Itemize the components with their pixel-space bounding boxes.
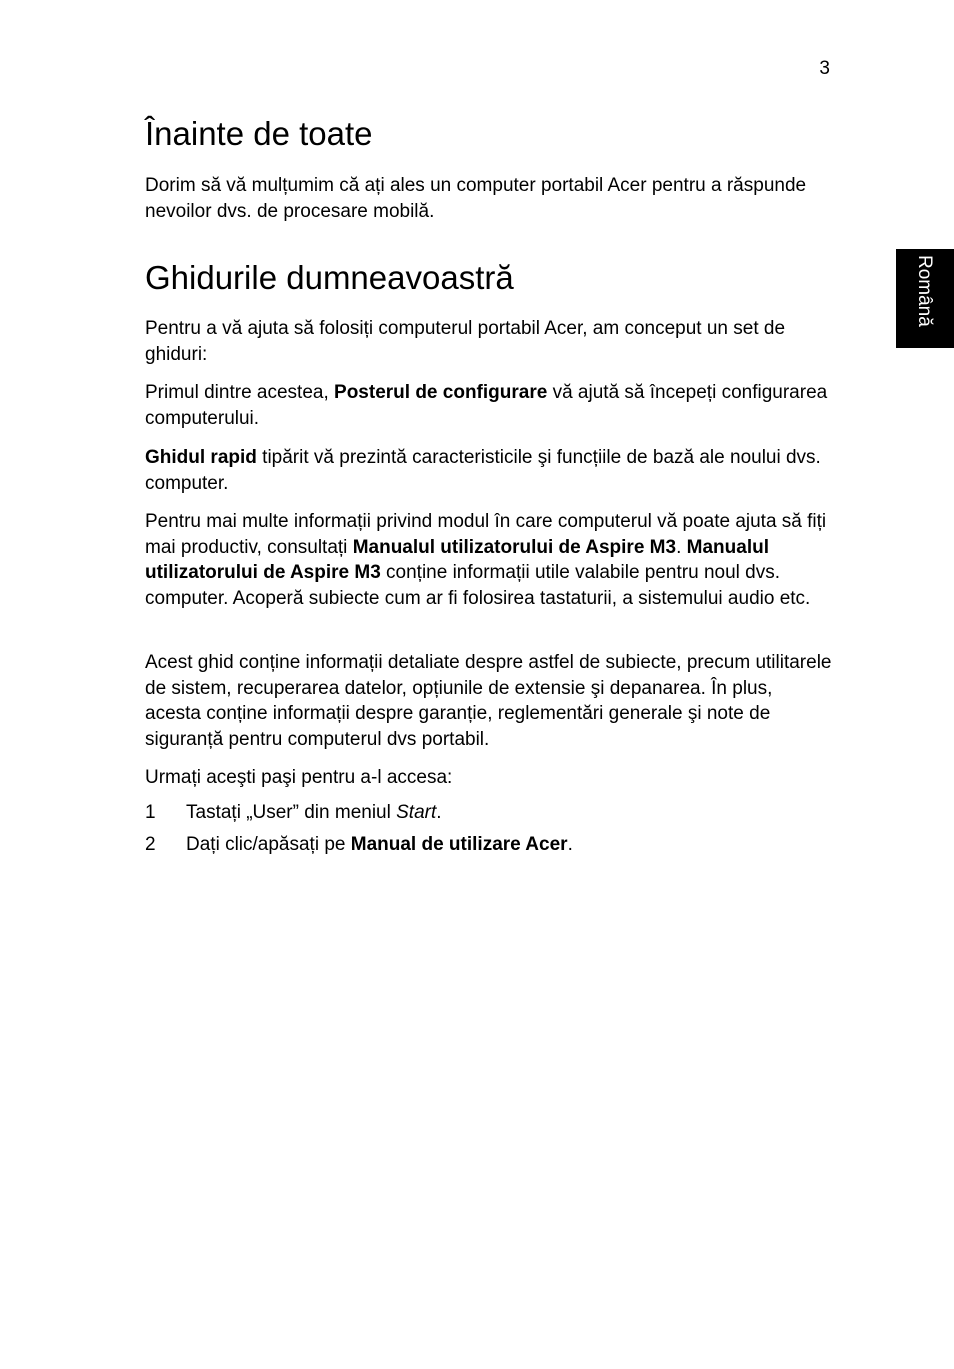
- text-run: Dați clic/apăsați pe: [186, 834, 351, 855]
- text-run: Pentru mai multe informații privind modul în care computerul vă poate ajuta să fiți mai productiv, consultați: [145, 511, 827, 558]
- section-heading-guides: Ghidurile dumneavoastră: [145, 259, 514, 296]
- language-tab-label: Română: [914, 255, 935, 327]
- text-run: Tastați „User” din meniul: [186, 802, 397, 823]
- text-run: tipărit vă prezintă caracteristicile şi funcțiile de bază ale noului dvs. computer.: [145, 447, 821, 494]
- quick-guide-paragraph: [145, 445, 833, 496]
- text-run: .: [676, 536, 687, 558]
- access-steps-intro: Urmați aceşti paşi pentru a-l accesa:: [145, 767, 453, 788]
- text-run: .: [436, 802, 442, 823]
- step-number: 2: [145, 834, 156, 855]
- setup-poster-title: Posterul de configurare: [334, 382, 548, 403]
- quick-guide-title: Ghidul rapid: [145, 447, 257, 468]
- user-manual-title: Manualul utilizatorului de Aspire M3: [145, 536, 769, 583]
- user-manual-title: Manualul utilizatorului de Aspire M3: [352, 536, 677, 558]
- guides-intro-paragraph: Pentru a vă ajuta să folosiți computerul portabil Acer, am conceput un set de ghiduri:: [145, 318, 786, 365]
- step-text: [186, 832, 573, 858]
- step-text: [186, 800, 442, 826]
- intro-paragraph: Dorim să vă mulțumim că ați ales un computer portabil Acer pentru a răspunde nevoilor dvs. de procesare mobilă.: [145, 175, 807, 222]
- text-run: conține informații utile valabile pentru noul dvs. computer. Acoperă subiecte cum ar fi folosirea tastaturii, a sistemului audio etc.: [145, 562, 811, 609]
- text-run: Primul dintre acestea,: [145, 382, 335, 403]
- page-number: 3: [819, 58, 830, 79]
- text-run: vă ajută să începeți configurarea computerului.: [145, 382, 828, 429]
- section-heading-before-all: Înainte de toate: [145, 115, 373, 152]
- acer-manual-term: Manual de utilizare Acer: [350, 834, 568, 855]
- setup-poster-paragraph: [145, 380, 833, 431]
- guide-details-paragraph: Acest ghid conține informații detaliate despre astfel de subiecte, precum utilitarele de sistem, recuperarea datelor, opțiunile de extensie şi depanarea. În plus, acesta conține informații despre garanție, reglementări generale şi note de siguranță pentru computerul dvs portabil.: [145, 652, 832, 750]
- language-side-tab: [896, 249, 954, 348]
- step-number: 1: [145, 802, 156, 823]
- text-run: .: [567, 834, 573, 855]
- start-menu-term: Start: [396, 802, 437, 823]
- user-manual-paragraph: [145, 509, 833, 611]
